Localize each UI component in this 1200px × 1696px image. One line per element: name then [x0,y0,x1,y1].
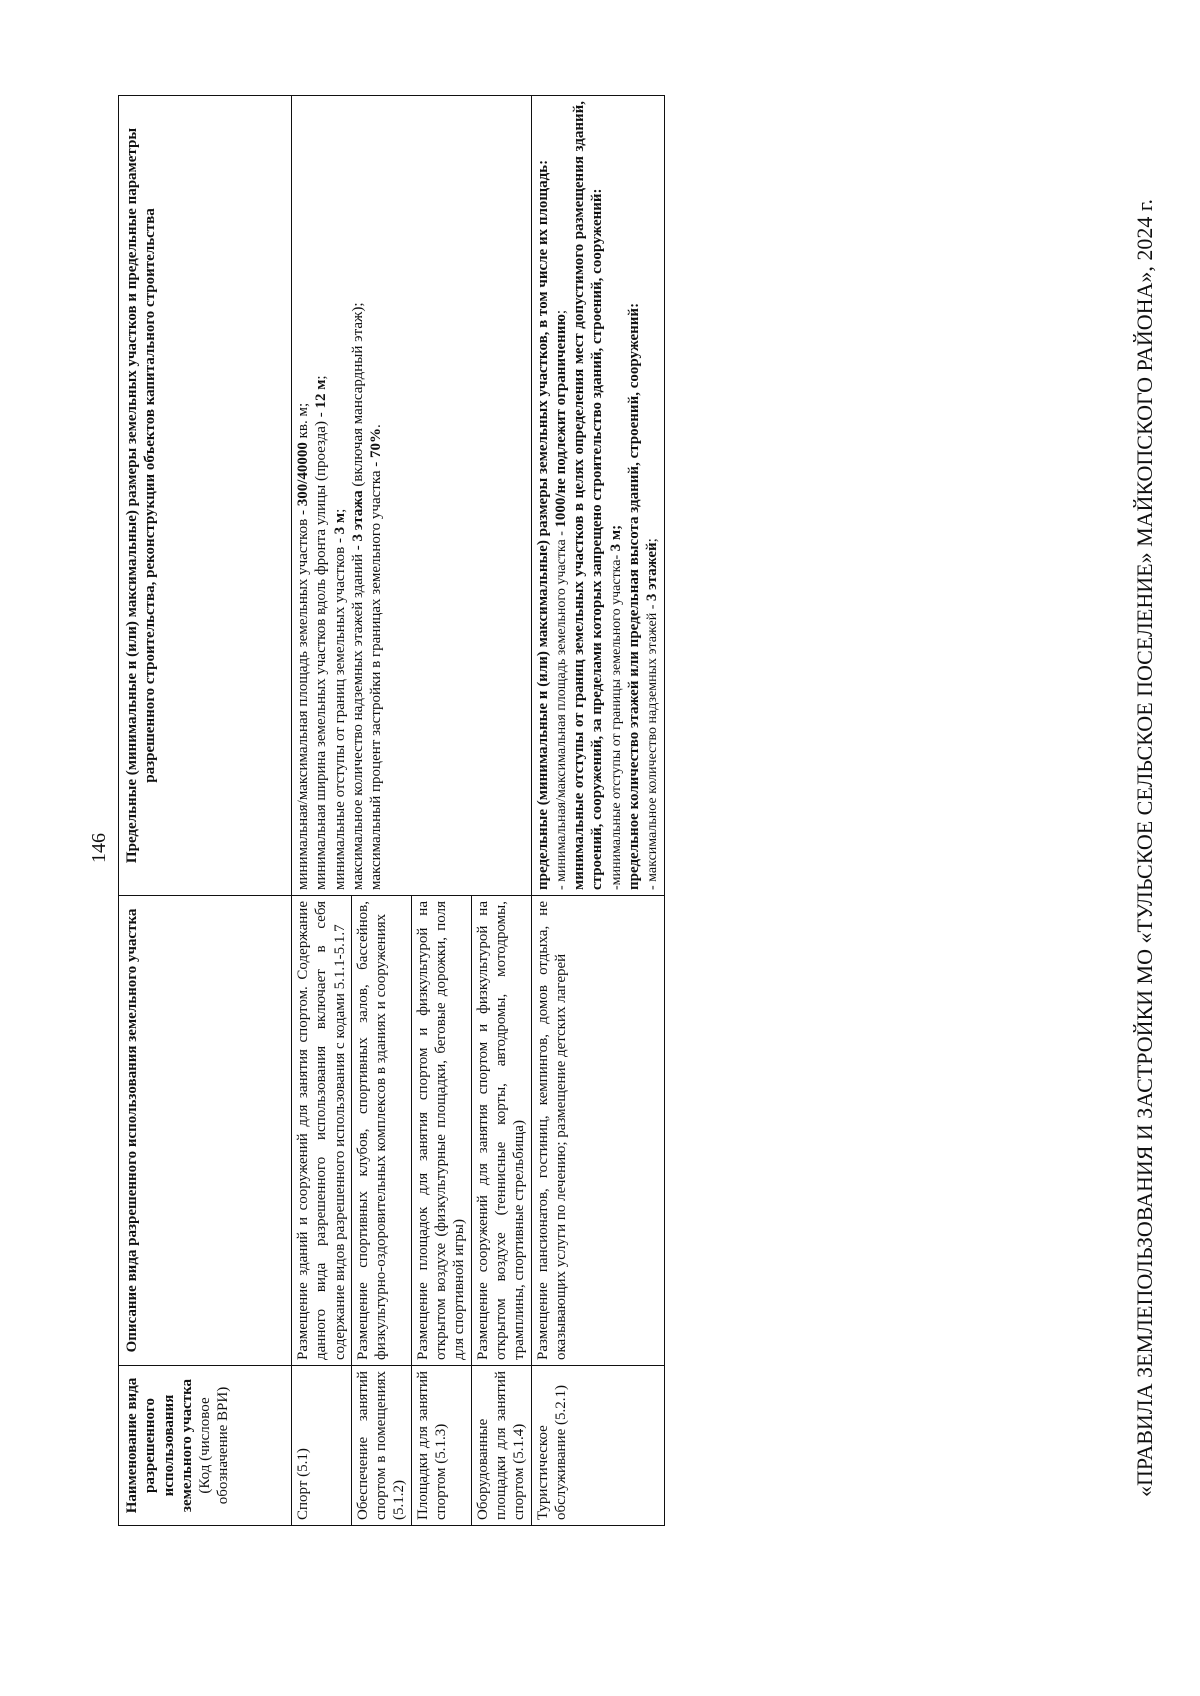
param-area: минимальная/максимальная площадь земельных участков - 300/40000 кв. м; [295,402,311,890]
header-use-description: Описание вида разрешенного использования земельного участка [119,896,292,1366]
table-header-row [119,96,292,1526]
table-row [531,96,664,1526]
document-footer: «ПРАВИЛА ЗЕМЛЕПОЛЬЗОВАНИЯ И ЗАСТРОЙКИ МО «ТУЛЬСКОЕ СЕЛЬСКОЕ ПОСЕЛЕНИЕ» МАЙКОПСКОГО РАЙОНА», 2024 г. [1132,199,1157,1497]
header-use-code: (Код (числовое обозначение ВРИ) [197,1386,232,1505]
use-description: Размещение площадок для занятия спортом и физкультурой на открытом воздухе (физкультурные площадки, беговые дорожки, поля для спортивной игры) [411,896,471,1366]
use-name: Спорт (5.1) [292,1366,352,1526]
zoning-table [118,95,665,1526]
use-description: Размещение сооружений для занятия спортом и физкультурой на открытом воздухе (теннисные корты, автодромы, мотодромы, трамплины, спортивные стрельбища) [471,896,531,1366]
header-use-name [119,1366,292,1526]
use-name: Оборудованные площадки для занятий спортом (5.1.4) [471,1366,531,1526]
use-description: Размещение пансионатов, гостиниц, кемпингов, домов отдыха, не оказывающих услуги по лечению; размещение детских лагерей [531,896,664,1366]
param-size-heading: предельные (минимальные и (или) максимальные) размеры земельных участков, в том числе их площадь: [534,159,551,890]
param-setback: минимальные отступы от границ земельных участков - 3 м; [331,508,348,890]
use-description: Размещение спортивных клубов, спортивных залов, бассейнов, физкультурно-оздоровительных комплексов в зданиях и сооружениях [351,896,411,1366]
use-description: Размещение зданий и сооружений для занятия спортом. Содержание данного вида разрешенного использования включает в себя содержание видов разрешенного использования с кодами 5.1.1-5.1.7 [292,896,352,1366]
header-use-name-text: Наименование вида разрешенного использования земельного участка [124,1377,195,1514]
param-coverage: максимальный процент застройки в границах земельного участка - 70%. [368,424,385,890]
param-setback: -минимальные отступы от границы земельного участка- 3 м; [607,524,624,890]
param-floors: максимальное количество надземных этажей зданий - 3 этажа (включая мансардный этаж); [349,302,366,890]
header-parameters: Предельные (минимальные и (или) максимальные) размеры земельных участков и предельные параметры разрешенного строительства, реконструкции объектов капитального строительства [119,96,292,896]
param-floors: - максимальное количество надземных этажей - 3 этажей; [644,538,661,890]
use-name: Обеспечение занятий спортом в помещениях (5.1.2) [351,1366,411,1526]
table-row [292,96,352,1526]
parameters-sport [292,96,532,896]
param-setback-heading: минимальные отступы от границ земельных участков в целях определения мест допустимого размещения зданий, строений, сооружений, за пределами которых запрещено строительство зданий, строений, сооружений: [571,101,606,890]
param-height-heading: предельное количество этажей или предельная высота зданий, строений, сооружений: [626,302,643,890]
param-width: минимальная ширина земельных участков вдоль фронта улицы (проезда) - 12 м; [313,375,330,890]
page-number: 146 [88,833,110,863]
use-name: Площадки для занятий спортом (5.1.3) [411,1366,471,1526]
parameters-tourism [531,96,664,896]
param-area: - минимальная/максимальная площадь земельного участка - 1000/не подлежит ограничению; [552,309,569,890]
use-name: Туристическое обслуживание (5.2.1) [531,1366,664,1526]
